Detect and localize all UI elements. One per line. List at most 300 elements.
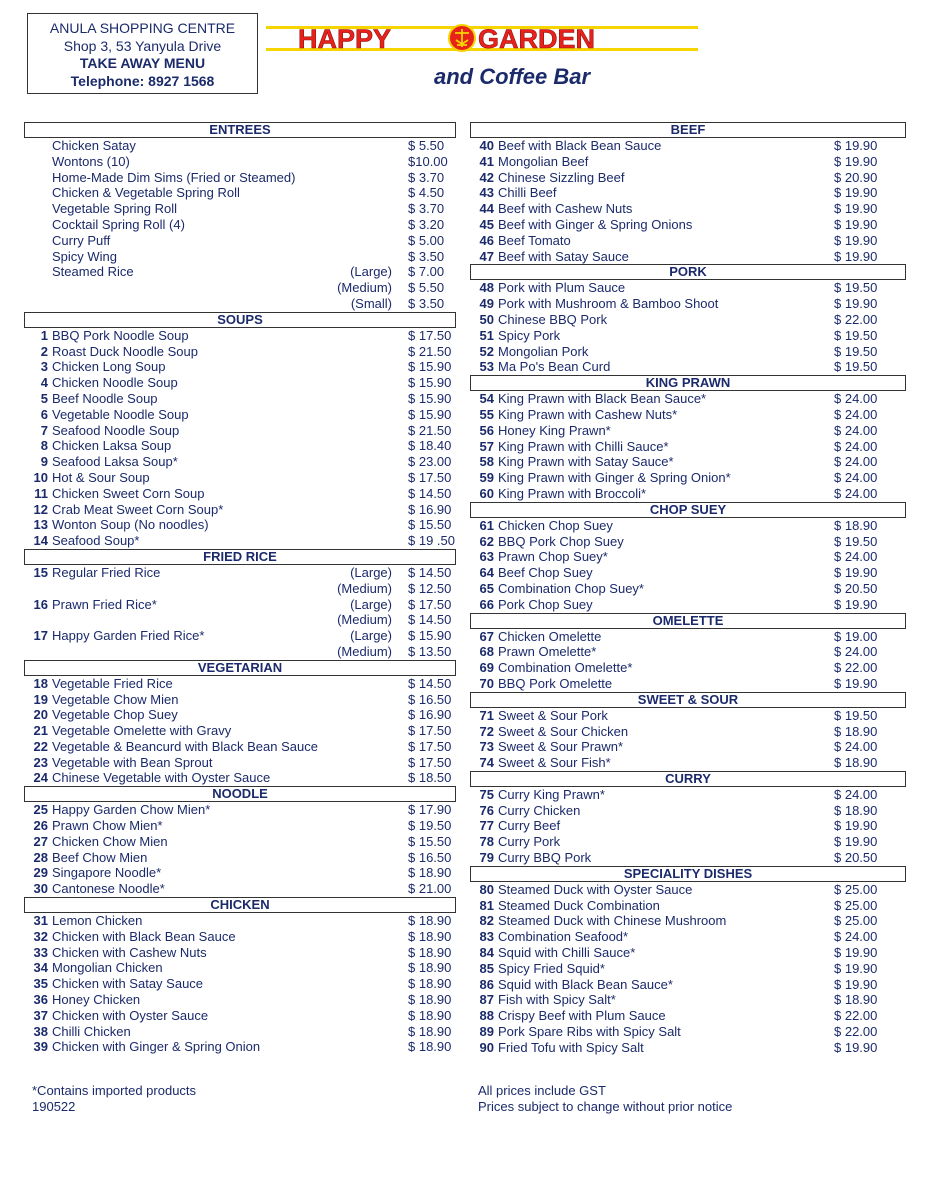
row-spacer: [295, 170, 322, 186]
item-price: $ 25.00: [834, 897, 878, 913]
item-size: [322, 723, 392, 739]
item-price: $ 18.90: [408, 913, 452, 929]
menu-item-row: [470, 977, 906, 993]
menu-item-row: [470, 787, 906, 803]
row-spacer: [163, 818, 322, 834]
row-spacer: [605, 787, 834, 803]
row-spacer: [591, 850, 834, 866]
item-number: 19: [33, 691, 48, 707]
item-price: $10.00: [408, 153, 448, 169]
item-price: $ 17.50: [408, 596, 452, 612]
menu-item-row: [470, 755, 906, 771]
item-name: Beef with Cashew Nuts: [498, 201, 633, 217]
price-change-note: Prices subject to change without prior notice: [478, 1098, 733, 1114]
item-name: BBQ Pork Noodle Soup: [52, 327, 189, 343]
item-price: $ 16.50: [408, 691, 452, 707]
menu-item-row: [24, 185, 456, 201]
item-size: [322, 502, 392, 518]
menu-item-row: [24, 391, 456, 407]
menu-item-row: [470, 739, 906, 755]
item-number: [32, 217, 48, 233]
item-price: $ 18.50: [408, 770, 452, 786]
item-price: $ 15.50: [408, 833, 452, 849]
item-price: $ 21.00: [408, 881, 452, 897]
item-number: 6: [40, 406, 48, 422]
item-name: Steamed Duck with Chinese Mushroom: [498, 913, 727, 929]
item-number: 45: [479, 216, 494, 232]
item-name: Chicken Sweet Corn Soup: [52, 485, 205, 501]
item-number: [32, 296, 48, 312]
item-price: $ 15.90: [408, 628, 452, 644]
row-spacer: [674, 454, 834, 470]
item-size: [322, 755, 392, 771]
item-name: Cantonese Noodle*: [52, 881, 165, 897]
item-name: Combination Omelette*: [498, 660, 633, 676]
section-header: SPECIALITY DISHES: [470, 866, 906, 882]
item-name: King Prawn with Black Bean Sauce*: [498, 391, 707, 407]
row-spacer: [625, 280, 834, 296]
item-name: Beef with Ginger & Spring Onions: [498, 216, 693, 232]
row-spacer: [185, 217, 322, 233]
happy-garden-logo: [262, 18, 702, 98]
item-name: Beef Chop Suey: [498, 565, 593, 581]
item-number: 64: [479, 565, 494, 581]
logo-word-garden: GARDEN: [478, 24, 596, 54]
item-name: Chicken with Cashew Nuts: [52, 944, 207, 960]
row-spacer: [677, 407, 834, 423]
row-spacer: [616, 992, 834, 1008]
item-name: Chicken with Satay Sauce: [52, 976, 204, 992]
footer-right: [478, 1083, 732, 1115]
row-spacer: [632, 201, 834, 217]
row-spacer: [163, 960, 322, 976]
item-number: [32, 249, 48, 265]
row-spacer: [692, 882, 834, 898]
row-spacer: [601, 629, 834, 645]
menu-item-row: [24, 296, 456, 312]
item-number: 12: [33, 501, 48, 517]
item-size: [322, 992, 392, 1008]
item-size: (Large): [350, 564, 392, 580]
item-name: Mongolian Chicken: [52, 960, 163, 976]
row-spacer: [613, 518, 834, 534]
row-spacer: [52, 581, 322, 597]
item-number: 68: [479, 644, 494, 660]
item-size: [322, 201, 392, 217]
item-price: $ 19.50: [834, 280, 878, 296]
row-spacer: [177, 201, 322, 217]
item-price: $ 19.90: [834, 1039, 878, 1055]
item-price: $ 19.90: [834, 596, 878, 612]
row-spacer: [588, 154, 834, 170]
row-spacer: [150, 470, 322, 486]
row-spacer: [692, 217, 834, 233]
item-name: Pork with Mushroom & Bamboo Shoot: [498, 296, 719, 312]
menu-item-row: [470, 407, 906, 423]
item-price: $ 19.90: [834, 153, 878, 169]
row-spacer: [611, 423, 834, 439]
row-spacer: [204, 628, 322, 644]
item-price: $ 24.00: [834, 422, 878, 438]
row-spacer: [605, 961, 834, 977]
item-price: $ 16.90: [408, 707, 452, 723]
item-price: $ 18.90: [408, 976, 452, 992]
item-number: 67: [479, 628, 494, 644]
item-number: 32: [33, 928, 48, 944]
menu-item-row: [470, 217, 906, 233]
item-number: 47: [479, 248, 494, 264]
item-name: BBQ Pork Chop Suey: [498, 533, 624, 549]
item-name: Steamed Rice: [52, 264, 134, 280]
item-price: $ 5.50: [408, 138, 445, 153]
row-spacer: [136, 138, 322, 154]
menu-item-row: [24, 976, 456, 992]
centre-name: ANULA SHOPPING CENTRE: [49, 20, 236, 36]
item-number: 86: [479, 976, 494, 992]
row-spacer: [178, 707, 322, 723]
menu-item-row: [470, 170, 906, 186]
item-number: 27: [33, 833, 48, 849]
row-spacer: [189, 407, 322, 423]
item-name: Combination Seafood*: [498, 929, 629, 945]
item-number: 60: [479, 485, 494, 501]
item-size: [322, 770, 392, 786]
item-price: $ 18.90: [408, 928, 452, 944]
item-number: 25: [33, 802, 48, 818]
menu-item-row: [24, 517, 456, 533]
menu-item-row: [24, 138, 456, 154]
item-name: Vegetable Omelette with Gravy: [52, 723, 232, 739]
item-size: [322, 881, 392, 897]
item-size: (Small): [350, 295, 392, 311]
footer-left: [32, 1083, 196, 1115]
item-name: Mongolian Beef: [498, 153, 589, 169]
item-size: [322, 960, 392, 976]
item-price: $ 18.90: [834, 723, 878, 739]
item-number: [32, 170, 48, 186]
item-name: Curry King Prawn*: [498, 786, 605, 802]
item-number: 26: [33, 818, 48, 834]
item-number: 31: [33, 913, 48, 929]
item-name: Chicken Chop Suey: [498, 517, 613, 533]
item-size: [322, 913, 392, 929]
menu-item-row: [24, 249, 456, 265]
item-number: 8: [40, 438, 48, 454]
item-name: Beef Tomato: [498, 232, 571, 248]
menu-item-row: [470, 597, 906, 613]
menu-item-row: [470, 280, 906, 296]
item-size: [322, 138, 392, 154]
item-price: $ 19.90: [834, 201, 878, 217]
menu-item-row: [24, 233, 456, 249]
item-number: 65: [479, 580, 494, 596]
item-price: $ 7.00: [408, 264, 445, 280]
menu-item-row: [470, 312, 906, 328]
row-spacer: [52, 644, 322, 660]
menu-item-row: [24, 913, 456, 929]
menu-item-row: [470, 439, 906, 455]
item-number: [32, 581, 48, 597]
row-spacer: [596, 644, 834, 660]
shop-address-box: [27, 13, 258, 94]
menu-right-column: [470, 122, 906, 1056]
item-name: Sweet & Sour Prawn*: [498, 739, 624, 755]
item-number: 35: [33, 976, 48, 992]
menu-item-row: [24, 644, 456, 660]
item-name: Home-Made Dim Sims (Fried or Steamed): [52, 169, 296, 185]
item-name: Chicken Chow Mien: [52, 833, 168, 849]
menu-item-row: [470, 391, 906, 407]
item-size: (Medium): [337, 280, 392, 296]
menu-type: TAKE AWAY MENU: [79, 55, 206, 71]
menu-item-row: [24, 1008, 456, 1024]
row-spacer: [610, 359, 834, 375]
item-price: $ 24.00: [834, 485, 878, 501]
item-number: 62: [479, 533, 494, 549]
row-spacer: [644, 1040, 834, 1056]
menu-item-row: [24, 264, 456, 280]
item-price: $ 19.90: [834, 232, 878, 248]
row-spacer: [628, 724, 834, 740]
row-spacer: [593, 597, 834, 613]
item-name: Spicy Fried Squid*: [498, 960, 605, 976]
item-size: [322, 391, 392, 407]
item-name: Honey Chicken: [52, 992, 141, 1008]
item-name: Seafood Laksa Soup*: [52, 454, 178, 470]
item-name: Seafood Noodle Soup: [52, 422, 180, 438]
item-size: (Large): [350, 628, 392, 644]
item-number: 22: [33, 738, 48, 754]
item-number: 84: [479, 945, 494, 961]
item-number: 20: [33, 707, 48, 723]
item-size: [322, 170, 392, 186]
item-number: 10: [33, 469, 48, 485]
menu-item-row: [24, 945, 456, 961]
item-number: 46: [479, 232, 494, 248]
menu-item-row: [24, 612, 456, 628]
item-name: Mongolian Pork: [498, 343, 589, 359]
item-number: 58: [479, 454, 494, 470]
menu-item-row: [470, 629, 906, 645]
row-spacer: [236, 929, 322, 945]
item-number: [32, 201, 48, 217]
item-price: $ 3.50: [408, 295, 445, 311]
item-number: 54: [479, 391, 494, 407]
row-spacer: [270, 770, 322, 786]
row-spacer: [706, 391, 834, 407]
item-name: Crispy Beef with Plum Sauce: [498, 1008, 666, 1024]
item-name: Happy Garden Chow Mien*: [52, 802, 211, 818]
menu-item-row: [24, 770, 456, 786]
menu-item-row: [24, 170, 456, 186]
item-number: 90: [479, 1039, 494, 1055]
row-spacer: [588, 344, 834, 360]
item-price: $ 19.90: [834, 818, 878, 834]
row-spacer: [593, 565, 834, 581]
item-number: 40: [479, 138, 494, 153]
item-number: 74: [479, 755, 494, 771]
item-number: 79: [479, 850, 494, 866]
menu-item-row: [24, 502, 456, 518]
row-spacer: [207, 945, 322, 961]
item-name: Cocktail Spring Roll (4): [52, 216, 185, 232]
item-number: 89: [479, 1024, 494, 1040]
menu-item-row: [24, 581, 456, 597]
item-number: 80: [479, 881, 494, 897]
item-price: $ 18.90: [408, 865, 452, 881]
menu-item-row: [24, 707, 456, 723]
row-spacer: [660, 898, 834, 914]
menu-item-row: [470, 945, 906, 961]
item-name: Wonton Soup (No noodles): [52, 517, 209, 533]
menu-item-row: [24, 881, 456, 897]
row-spacer: [178, 692, 322, 708]
item-price: $ 18.40: [408, 438, 452, 454]
row-spacer: [718, 296, 834, 312]
imported-note: *Contains imported products: [32, 1083, 197, 1098]
item-price: $ 4.50: [408, 185, 445, 201]
item-number: 73: [479, 739, 494, 755]
item-price: $ 24.00: [834, 929, 878, 945]
item-name: Curry BBQ Pork: [498, 850, 592, 866]
row-spacer: [240, 185, 322, 201]
item-name: Roast Duck Noodle Soup: [52, 343, 198, 359]
item-number: 56: [479, 422, 494, 438]
row-spacer: [160, 565, 322, 581]
item-name: Happy Garden Fried Rice*: [52, 628, 205, 644]
item-name: Prawn Fried Rice*: [52, 596, 157, 612]
item-number: 24: [33, 770, 48, 786]
item-number: 48: [479, 280, 494, 296]
row-spacer: [178, 375, 322, 391]
item-name: Curry Pork: [498, 834, 561, 850]
item-number: [32, 185, 48, 201]
item-name: King Prawn with Satay Sauce*: [498, 454, 674, 470]
item-name: Regular Fried Rice: [52, 564, 161, 580]
row-spacer: [208, 1008, 322, 1024]
section-header: VEGETARIAN: [24, 660, 456, 676]
section-header: CHOP SUEY: [470, 502, 906, 518]
item-price: $ 19.50: [408, 818, 452, 834]
item-price: $ 22.00: [834, 1024, 878, 1040]
item-number: 33: [33, 944, 48, 960]
item-number: 16: [33, 596, 48, 612]
item-number: [32, 280, 48, 296]
item-name: Chicken Long Soup: [52, 359, 166, 375]
item-price: $ 14.50: [408, 675, 452, 691]
item-name: Lemon Chicken: [52, 913, 143, 929]
item-price: $ 18.90: [834, 517, 878, 533]
item-price: $ 17.50: [408, 754, 452, 770]
item-price: $ 24.00: [834, 391, 878, 407]
item-size: [322, 407, 392, 423]
row-spacer: [110, 233, 322, 249]
item-name: Chicken with Ginger & Spring Onion: [52, 1039, 261, 1055]
menu-item-row: [470, 834, 906, 850]
item-price: $ 24.00: [834, 438, 878, 454]
item-name: Sweet & Sour Chicken: [498, 723, 629, 739]
item-price: $ 19.90: [834, 565, 878, 581]
item-name: Wontons (10): [52, 153, 130, 169]
section-header: CURRY: [470, 771, 906, 787]
menu-item-row: [470, 961, 906, 977]
item-size: (Medium): [337, 612, 392, 628]
item-number: 82: [479, 913, 494, 929]
row-spacer: [681, 1024, 834, 1040]
row-spacer: [669, 439, 834, 455]
menu-item-row: [470, 708, 906, 724]
item-number: 59: [479, 470, 494, 486]
menu-item-row: [24, 280, 456, 296]
item-name: King Prawn with Ginger & Spring Onion*: [498, 470, 731, 486]
item-name: Prawn Chow Mien*: [52, 818, 163, 834]
logo-word-happy: HAPPY: [298, 24, 392, 54]
item-size: [322, 850, 392, 866]
item-name: Squid with Chilli Sauce*: [498, 945, 636, 961]
item-size: [322, 249, 392, 265]
item-price: $ 17.50: [408, 723, 452, 739]
menu-item-row: [470, 1024, 906, 1040]
menu-item-row: [24, 375, 456, 391]
item-number: 83: [479, 929, 494, 945]
item-name: Ma Po's Bean Curd: [498, 359, 611, 375]
item-name: Crab Meat Sweet Corn Soup*: [52, 501, 224, 517]
item-number: 5: [40, 390, 48, 406]
row-spacer: [644, 581, 834, 597]
menu-item-row: [470, 249, 906, 265]
item-size: [322, 929, 392, 945]
menu-item-row: [470, 185, 906, 201]
item-price: $ 19.90: [834, 185, 878, 201]
item-number: 53: [479, 359, 494, 375]
item-price: $ 5.00: [408, 232, 445, 248]
item-price: $ 14.50: [408, 564, 452, 580]
item-size: [322, 438, 392, 454]
menu-item-row: [24, 818, 456, 834]
menu-item-row: [470, 518, 906, 534]
menu-item-row: [24, 407, 456, 423]
item-number: 18: [33, 675, 48, 691]
item-size: [322, 359, 392, 375]
item-name: King Prawn with Broccoli*: [498, 485, 647, 501]
item-number: [32, 644, 48, 660]
row-spacer: [52, 280, 322, 296]
menu-item-row: [24, 217, 456, 233]
item-price: $ 18.90: [834, 802, 878, 818]
row-spacer: [212, 755, 322, 771]
row-spacer: [661, 138, 834, 154]
item-price: $ 15.90: [408, 375, 452, 391]
menu-item-row: [470, 818, 906, 834]
item-number: 28: [33, 849, 48, 865]
item-price: $ 20.90: [834, 169, 878, 185]
item-number: 44: [479, 201, 494, 217]
item-name: Sweet & Sour Pork: [498, 707, 608, 723]
section-header: SWEET & SOUR: [470, 692, 906, 708]
item-price: $ 24.00: [834, 549, 878, 565]
item-name: Chilli Chicken: [52, 1023, 131, 1039]
menu-item-row: [24, 1024, 456, 1040]
item-price: $ 17.50: [408, 469, 452, 485]
menu-item-row: [470, 992, 906, 1008]
item-name: Chicken with Oyster Sauce: [52, 1007, 209, 1023]
item-number: 37: [33, 1007, 48, 1023]
menu-item-row: [24, 960, 456, 976]
item-name: Beef with Satay Sauce: [498, 248, 629, 264]
menu-item-row: [24, 154, 456, 170]
item-name: Prawn Omelette*: [498, 644, 597, 660]
item-size: [322, 802, 392, 818]
